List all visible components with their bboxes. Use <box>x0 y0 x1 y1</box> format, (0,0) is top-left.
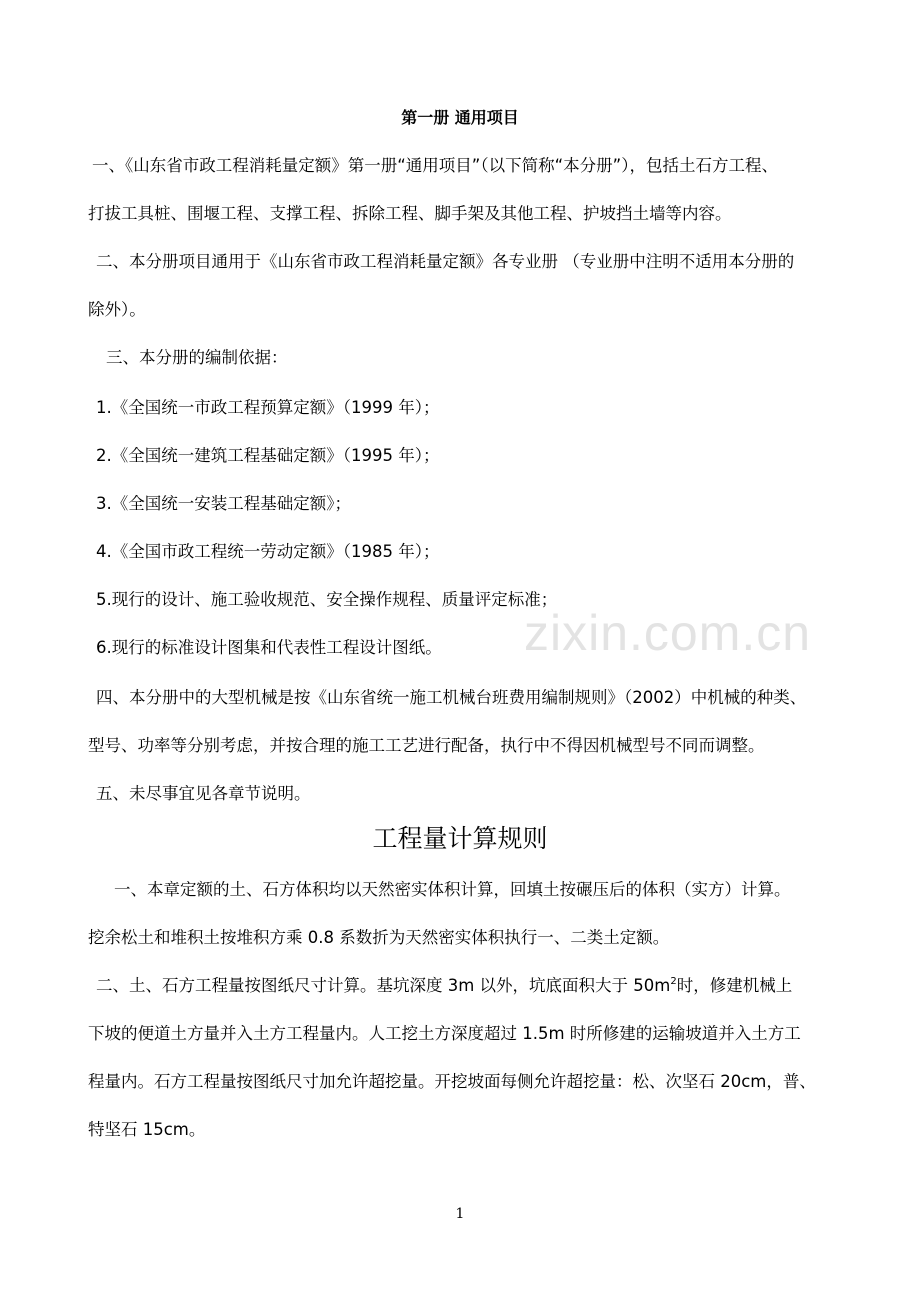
basis-item: 1.《全国统一市政工程预算定额》（1999 年）； <box>96 398 440 417</box>
intro-paragraph-1-line-1: 一、《山东省市政工程消耗量定额》第一册“通用项目”（以下简称“本分册”），包括土石方工程、 <box>92 156 778 175</box>
basis-item: 5.现行的设计、施工验收规范、安全操作规程、质量评定标准； <box>96 590 558 609</box>
rule-2-line-1-end: 时，修建机械上 <box>676 976 793 995</box>
intro-paragraph-2-line-1: 二、本分册项目通用于《山东省市政工程消耗量定额》各专业册 （专业册中注明不适用本分册的 <box>96 252 795 271</box>
rule-2-line-1-start: 二、土、石方工程量按图纸尺寸计算。基坑深度 3m 以外，坑底面积大于 50m <box>96 976 671 995</box>
basis-item: 2.《全国统一建筑工程基础定额》（1995 年）； <box>96 446 440 465</box>
watermark: zixin.com.cn <box>524 605 812 661</box>
intro-paragraph-4-line-1: 四、本分册中的大型机械是按《山东省统一施工机械台班费用编制规则》（2002）中机械的种类、 <box>96 688 807 707</box>
page-number: 1 <box>455 1206 465 1222</box>
intro-paragraph-2-line-2: 除外）。 <box>88 300 146 319</box>
rule-1-line-1: 一、本章定额的土、石方体积均以天然密实体积计算，回填土按碾压后的体积（实方）计算。 <box>114 880 791 899</box>
superscript-2: 2 <box>670 976 677 987</box>
basis-item: 6.现行的标准设计图集和代表性工程设计图纸。 <box>96 638 442 657</box>
rule-2-line-4: 特坚石 15cm。 <box>88 1120 206 1139</box>
rule-2-line-1 <box>96 974 896 998</box>
rules-title: 工程量计算规则 <box>372 824 548 853</box>
rule-1-line-2: 挖余松土和堆积土按堆积方乘 0.8 系数折为天然密实体积执行一、二类土定额。 <box>88 928 670 947</box>
intro-paragraph-4-line-2: 型号、功率等分别考虑，并按合理的施工工艺进行配备，执行中不得因机械型号不同而调整。 <box>88 736 765 755</box>
basis-item: 4.《全国市政工程统一劳动定额》（1985 年）； <box>96 542 440 561</box>
rule-2-line-2: 下坡的便道土方量并入土方工程量内。人工挖土方深度超过 1.5m 时所修建的运输坡道并入土方工 <box>88 1024 801 1043</box>
rule-2-line-3: 程量内。石方工程量按图纸尺寸加允许超挖量。开挖坡面每侧允许超挖量：松、次坚石 20cm，普、 <box>88 1072 816 1091</box>
intro-paragraph-5: 五、未尽事宜见各章节说明。 <box>96 784 311 803</box>
volume-title: 第一册 通用项目 <box>401 108 519 127</box>
intro-paragraph-3: 三、本分册的编制依据： <box>106 348 288 367</box>
basis-item: 3.《全国统一安装工程基础定额》； <box>96 494 351 513</box>
intro-paragraph-1-line-2: 打拔工具桩、围堰工程、支撑工程、拆除工程、脚手架及其他工程、护坡挡土墙等内容。 <box>88 204 732 223</box>
